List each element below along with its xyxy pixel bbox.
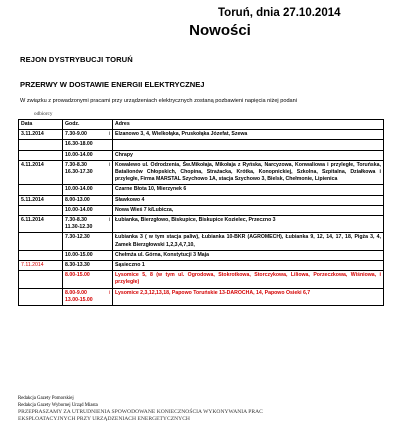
row-mark: i [108,161,110,168]
row-time [63,216,113,233]
row-address: Sławkowo 4 [113,195,384,205]
row-date [19,271,63,288]
row-address: Chrapy [113,150,384,160]
footer-line-1: Redakcja Gazety Pomorskiej [18,396,74,401]
row-time-value: 7.30-8.30 16.30-17.30 [65,161,93,176]
row-date [19,205,63,215]
table-row [19,288,384,305]
outage-heading: PRZERWY W DOSTAWIE ENERGII ELEKTRYCZNEJ [20,80,205,89]
row-time-value: 8.00-13.00 [65,196,90,203]
row-date: 3.11.2014 [19,130,63,140]
row-time [63,130,113,140]
row-time-value: 8.00-9.00 13.00-15.00 [65,289,93,303]
row-time-value: 8.00-15.00 [65,272,90,279]
row-date [19,150,63,160]
table-row [19,150,384,160]
row-time-value: 10.00-15.00 [65,251,93,258]
row-time-value: 7.30-12.30 [65,234,90,241]
row-time [63,233,113,250]
row-mark: i [108,217,110,224]
row-time [63,150,113,160]
footer-line-3: PRZEPRASZAMY ZA UTRUDNIENIA SPOWODOWANE KONIECZNOŚCIA WYKONYWANIA PRAC [18,409,263,415]
row-time-value: 10.00-14.00 [65,186,93,193]
row-time-value: 8.30-13.30 [65,262,90,269]
intro-text: W związku z prowadzonymi pracami przy urządzeniach elektrycznych zostaną pozbawieni napięcia niżej podani [20,98,298,104]
row-time-value: 7.30-8.30 11.30-12.30 [65,217,93,231]
table-row [19,160,384,185]
row-date [19,288,63,305]
table-row [19,130,384,140]
row-time-value: 16.30-18.00 [65,141,93,148]
table-row [19,271,384,288]
page-title: Nowości [189,22,251,39]
row-address: Lysomice 2,3,12,13,18, Papowo Toruńskie 13-DAROCHA, 14, Papowo Osieki 6,7 [113,288,384,305]
row-date: 6.11.2014 [19,216,63,233]
time-column-header: Godz. [63,120,113,130]
row-time-value: 10.00-14.00 [65,206,93,213]
table-header-row [19,120,384,130]
row-date [19,185,63,195]
row-address: Łubianka, Bierzgłowo, Biskupice, Biskupice Kozielec, Przeczno 3 [113,216,384,233]
row-time [63,271,113,288]
row-address: Sąsieczno 1 [113,261,384,271]
row-address: Kowalewo ul. Odrodzenia, Św.Mikołaja, Mikołaja z Ryńska, Narcyzowa, Konwaliowa i przyległe, Toruńska, Batalionów Chłopskich, Chopina, Strażacka, Krótka, Konopnickiej, Szkolna, Szpitalna, Działkowa i przyległe, Firma MARSTAL Szychowo 1A, stacja Szychowo 3, Bielsk, Chełmonie, Lipienica [113,160,384,185]
table-row [19,195,384,205]
date-column-header: Data [19,120,63,130]
row-time-value: 10.00-14.00 [65,151,93,158]
table-row [19,261,384,271]
address-column-header: Adres [113,120,384,130]
document-date: Toruń, dnia 27.10.2014 [218,7,341,19]
table-row [19,216,384,233]
row-date: 7.11.2014 [19,261,63,271]
row-time [63,250,113,260]
row-time [63,140,113,150]
row-time [63,205,113,215]
row-date [19,250,63,260]
table-row [19,185,384,195]
row-address: Czarne Błota 10, Mierzynek 6 [113,185,384,195]
row-address: Chełmża ul. Górna, Konstytucji 3 Maja [113,250,384,260]
row-address: Nowa Wieś 7 k/Lubicza, [113,205,384,215]
table-row [19,205,384,215]
row-address: Elzanowo 3, 4, Wielkołąka, Pruskołąka Józefat, Szewa [113,130,384,140]
row-date [19,140,63,150]
row-date [19,233,63,250]
row-address [113,140,384,150]
row-address: Lysomice 5, 8 (w tym ul. Ogrodowa, Stokrotkowa, Storczykowa, Liliowa, Porzeczkowa, Wiśniowa, i przyległe) [113,271,384,288]
table-row [19,233,384,250]
footer-line-4: EKSPLOATACYJNYCH PRZY URZĄDZENIACH ENERGETYCZNYCH [18,416,190,422]
row-time [63,261,113,271]
row-address: Łubianka 3 ( w tym stacja paliw), Łubianka 10-BKR (AGROMECH), Łubianka 9, 12, 14, 17, 18, Pigża 3, 4, Zamek Bierzgłowski 1,2,3,4,7,10, [113,233,384,250]
recipients-text: odbiorcy [34,111,53,117]
row-time [63,288,113,305]
row-date: 4.11.2014 [19,160,63,185]
row-time [63,195,113,205]
row-mark: i [108,131,110,138]
region-heading: REJON DYSTRYBUCJI TORUŃ [20,55,133,64]
row-time [63,160,113,185]
footer-line-2: Redakcja Gazety Wybornej Urząd Miasta [18,403,98,408]
table-row [19,250,384,260]
row-date: 5.11.2014 [19,195,63,205]
row-time [63,185,113,195]
table-row [19,140,384,150]
row-time-value: 7.30-9.00 [65,131,87,138]
row-mark: i [108,289,110,296]
outage-table [18,119,384,306]
